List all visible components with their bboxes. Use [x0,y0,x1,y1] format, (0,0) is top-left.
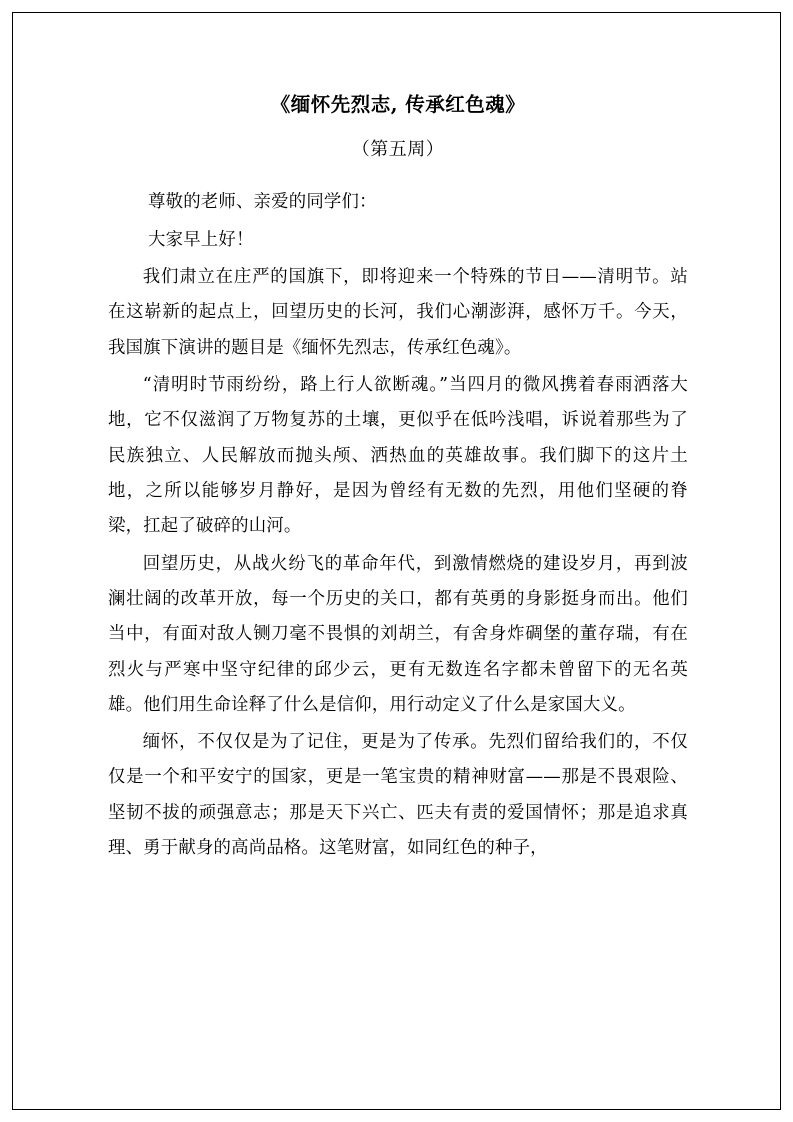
paragraph-salutation: 尊敬的老师、亲爱的同学们： [148,192,377,213]
page-title: 《缅怀先烈志, 传承红色魂》 [270,93,526,116]
paragraph-greeting: 大家早上好！ [148,229,254,250]
paragraph-1: 我们肃立在庄严的国旗下，即将迎来一个特殊的节日——清明节。站在这崭新的起点上，回望历史的长河，我们心潮澎湃，感怀万千。今天，我国旗下演讲的题目是《缅怀先烈志，传承红色魂》。 [108,266,688,358]
paragraph-3: 回望历史，从战火纷飞的革命年代，到激情燃烧的建设岁月，再到波澜壮阔的改革开放，每一个历史的关口，都有英勇的身影挺身而出。他们当中，有面对敌人铡刀毫不畏惧的刘胡兰，有舍身炸碉堡的董存瑞，有在烈火与严寒中坚守纪律的邱少云，更有无数连名字都未曾留下的无名英雄。他们用生命诠释了什么是信仰，用行动定义了什么是家国大义。 [108,553,688,715]
page-subtitle: （第五周） [351,139,445,161]
paragraph-4: 缅怀，不仅仅是为了记住，更是为了传承。先烈们留给我们的，不仅仅是一个和平安宁的国家，更是一笔宝贵的精神财富——那是不畏艰险、坚韧不拔的顽强意志；那是天下兴亡、匹夫有责的爱国情怀；那是追求真理、勇于献身的高尚品格。这笔财富，如同红色的种子， [108,732,688,859]
document-body [108,185,688,866]
paragraph-2: “清明时节雨纷纷，路上行人欲断魂。”当四月的微风携着春雨洒落大地，它不仅滋润了万物复苏的土壤，更似乎在低吟浅唱，诉说着那些为了民族独立、人民解放而抛头颅、洒热血的英雄故事。我们脚下的这片土地，之所以能够岁月静好，是因为曾经有无数的先烈，用他们坚硬的脊梁，扛起了破碎的山河。 [108,374,688,537]
document-content [108,86,688,868]
